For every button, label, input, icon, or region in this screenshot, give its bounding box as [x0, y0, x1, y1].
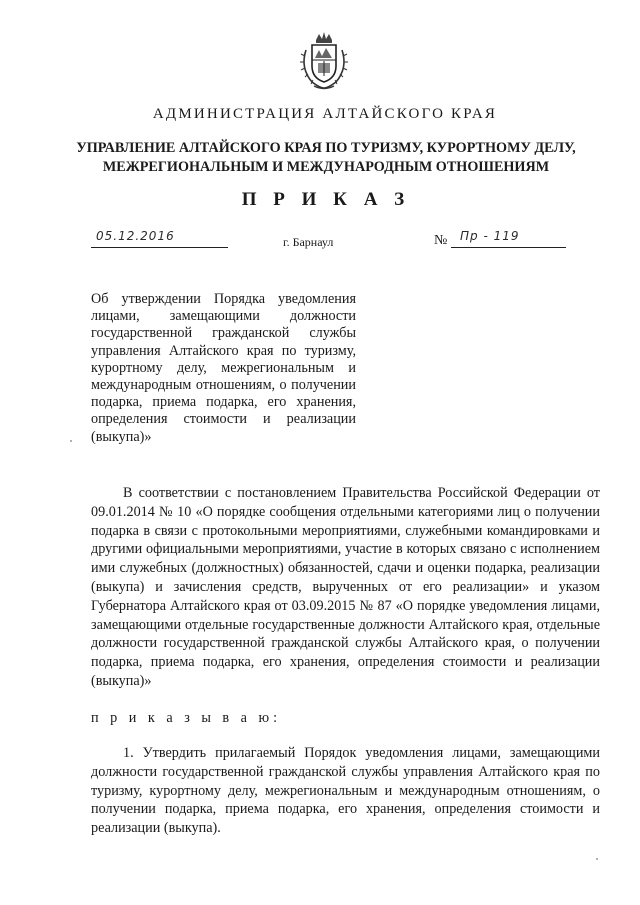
number-underline — [451, 247, 566, 248]
handwritten-date: 05.12.2016 — [96, 229, 175, 243]
administration-title: АДМИНИСТРАЦИЯ АЛТАЙСКОГО КРАЯ — [152, 106, 498, 122]
department-name — [0, 139, 640, 177]
department-line-1: УПРАВЛЕНИЕ АЛТАЙСКОГО КРАЯ ПО ТУРИЗМУ, КУРОРТНОМУ ДЕЛУ, — [76, 140, 576, 156]
document-type-title: П Р И К А З — [241, 189, 411, 210]
scan-speck — [70, 440, 72, 442]
city-label: г. Барнаул — [283, 235, 334, 249]
number-sign: № — [434, 233, 448, 248]
handwritten-number: Пр - 119 — [460, 229, 520, 243]
preamble-paragraph: В соответствии с постановлением Правительства Российской Федерации от 09.01.2014 № 10 «О порядке сообщения отдельными категориями лиц о получении подарка в связи с протокольными мероприятиями, служебными командировками и другими официальными мероприятиями, участие в которых связано с исполнением ими служебных (должностных) обязанностей, сдачи и оценки подарка, реализации (выкупа) и зачисления средств, вырученных от его реализации» и указом Губернатора Алтайского края от 03.09.2015 № 87 «О порядке уведомления лицами, замещающими отдельные государственные должности Алтайского края, отдельные должности государственной гражданской службы Алтайского края, о получении подарка, приема подарка, его хранения, определения стоимости и реализации (выкупа)» — [91, 485, 600, 689]
order-subject: Об утверждении Порядка уведомления лицами, замещающими должности государственной гражданской службы управления Алтайского края по туризму, курортному делу, межрегиональным и международным отношениям, о получении подарка, приема подарка, его хранения, определения стоимости и реализации (выкупа)» — [91, 291, 356, 445]
department-line-2: МЕЖРЕГИОНАЛЬНЫМ И МЕЖДУНАРОДНЫМ ОТНОШЕНИЯМ — [102, 159, 550, 175]
date-underline — [91, 247, 228, 248]
order-item-1: 1. Утвердить прилагаемый Порядок уведомления лицами, замещающими должности государственной гражданской службы управления Алтайского края по туризму, курортному делу, межрегиональным и международным отношениям, о получении подарка, приема подарка, его хранения, определения стоимости и реализации (выкупа). — [91, 745, 600, 837]
scan-speck — [596, 858, 598, 860]
coat-of-arms-emblem — [296, 30, 352, 92]
order-word: п р и к а з ы в а ю: — [91, 710, 282, 726]
